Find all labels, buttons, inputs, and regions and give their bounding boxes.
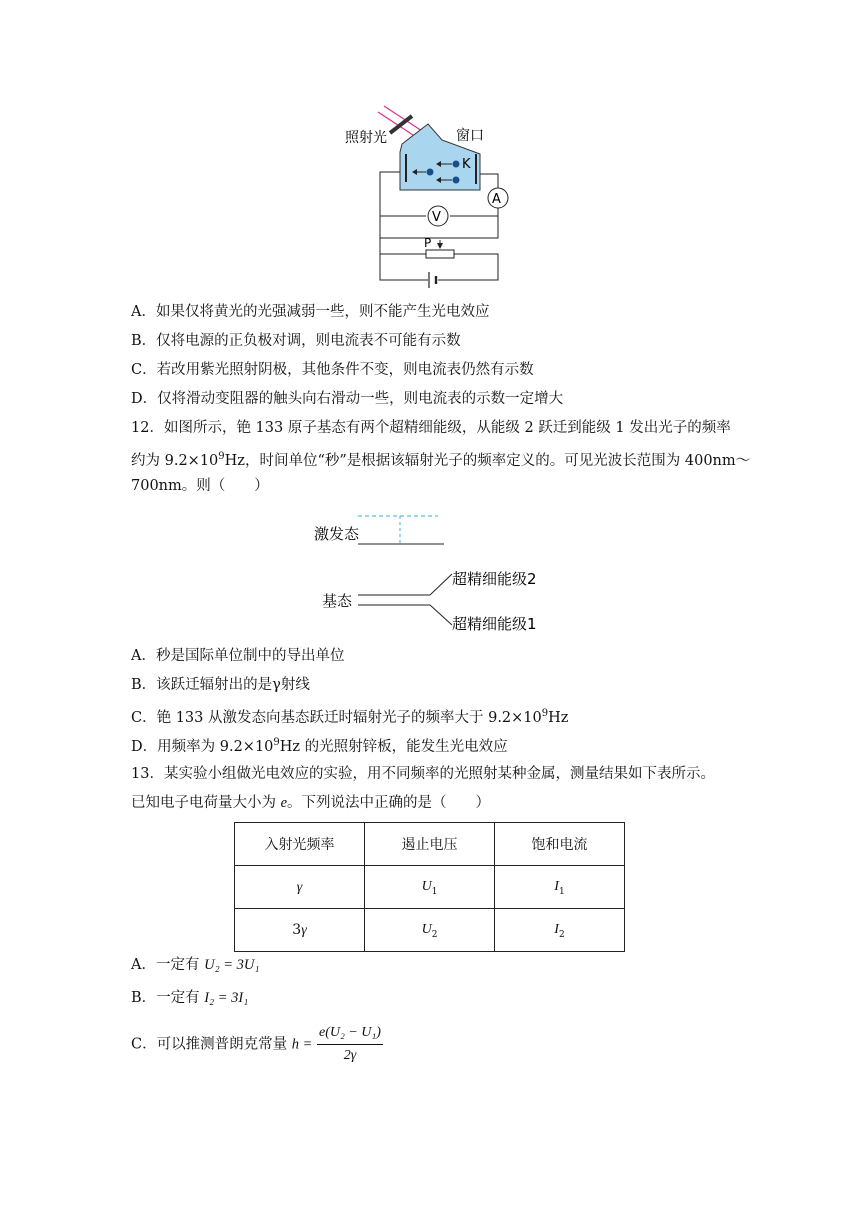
rheostat bbox=[424, 236, 454, 258]
ammeter-label: A bbox=[492, 192, 501, 207]
ammeter bbox=[488, 188, 508, 208]
q12-option-a: A．秒是国际单位制中的导出单位 bbox=[131, 648, 345, 664]
header-saturation-current: 饱和电流 bbox=[495, 823, 625, 866]
label-light: 照射光 bbox=[345, 130, 387, 146]
row1-current: $I_1$ bbox=[495, 866, 625, 909]
header-stopping-voltage: 遏止电压 bbox=[365, 823, 495, 866]
q11-option-d: D．仅将滑动变阻器的触头向右滑动一些，则电流表的示数一定增大 bbox=[131, 391, 564, 407]
table-row bbox=[235, 909, 625, 952]
row1-voltage: $U_1$ bbox=[365, 866, 495, 909]
header-frequency: 入射光频率 bbox=[235, 823, 365, 866]
q13-option-c: C．可以推测普朗克常量 h = $\frac{\text{e(U₂ − U₁)}}{2\gamma}$ bbox=[131, 1022, 383, 1067]
q12-option-c: C．铯 133 从激发态向基态跃迁时辐射光子的频率大于 $9.2\times 10^9Hz$ bbox=[131, 708, 569, 726]
row2-frequency: 3γ bbox=[235, 909, 365, 952]
label-ground-state: 基态 bbox=[322, 592, 353, 610]
q12-stem-line2: 约为 $9.2\times 10^9Hz$，时间单位“秒”是根据该辐射光子的频率定义的。可见光波长范围为 400nm～ bbox=[131, 451, 751, 469]
voltmeter bbox=[428, 206, 448, 226]
q12-option-b: B．该跃迁辐射出的是γ射线 bbox=[131, 677, 310, 693]
row1-frequency: γ bbox=[235, 866, 365, 909]
q13-stem-line1: 13．某实验小组做光电效应的实验，用不同频率的光照射某种金属，测量结果如下表所示。 bbox=[131, 766, 715, 782]
q13-data-table bbox=[234, 822, 625, 952]
label-excited-state: 激发态 bbox=[314, 525, 360, 543]
table-row bbox=[235, 866, 625, 909]
battery bbox=[429, 272, 436, 288]
table-header-row bbox=[235, 823, 625, 866]
label-level2: 超精细能级2 bbox=[452, 570, 537, 588]
voltmeter-label: V bbox=[432, 210, 441, 225]
row2-current: $I_2$ bbox=[495, 909, 625, 952]
photoelectric-circuit-figure bbox=[330, 100, 530, 290]
q13-stem-line2: 已知电子电荷量大小为 e。下列说法中正确的是（ ） bbox=[131, 795, 491, 811]
energy-level-figure bbox=[300, 508, 560, 638]
q13-option-b: B．一定有 I₂ = 3I₁ bbox=[131, 990, 249, 1006]
level1-leader bbox=[430, 605, 452, 625]
q11-option-b: B．仅将电源的正负极对调，则电流表不可能有示数 bbox=[131, 333, 461, 349]
q11-option-c: C．若改用紫光照射阴极，其他条件不变，则电流表仍然有示数 bbox=[131, 362, 534, 378]
q12-option-d: D．用频率为 $9.2\times 10^9Hz$ 的光照射锌板，能发生光电效应 bbox=[131, 737, 508, 755]
q12-stem-line1: 12．如图所示，铯 133 原子基态有两个超精细能级，从能级 2 跃迁到能级 1 发出光子的频率 bbox=[131, 420, 731, 436]
q13-option-a: A．一定有 U₂ = 3U₁ bbox=[131, 957, 260, 973]
level2-leader bbox=[430, 574, 452, 595]
label-k: K bbox=[462, 157, 471, 172]
q11-option-a: A．如果仅将黄光的光强减弱一些，则不能产生光电效应 bbox=[131, 304, 490, 320]
label-window: 窗口 bbox=[456, 128, 484, 144]
label-level1: 超精细能级1 bbox=[452, 615, 537, 633]
q12-stem-line3: 700nm。则（ ） bbox=[131, 478, 269, 494]
rheostat-label: P bbox=[424, 236, 432, 250]
planck-fraction: $\frac{\text{e(U₂ − U₁)}}{2\gamma}$ bbox=[317, 1022, 383, 1067]
row2-voltage: $U_2$ bbox=[365, 909, 495, 952]
